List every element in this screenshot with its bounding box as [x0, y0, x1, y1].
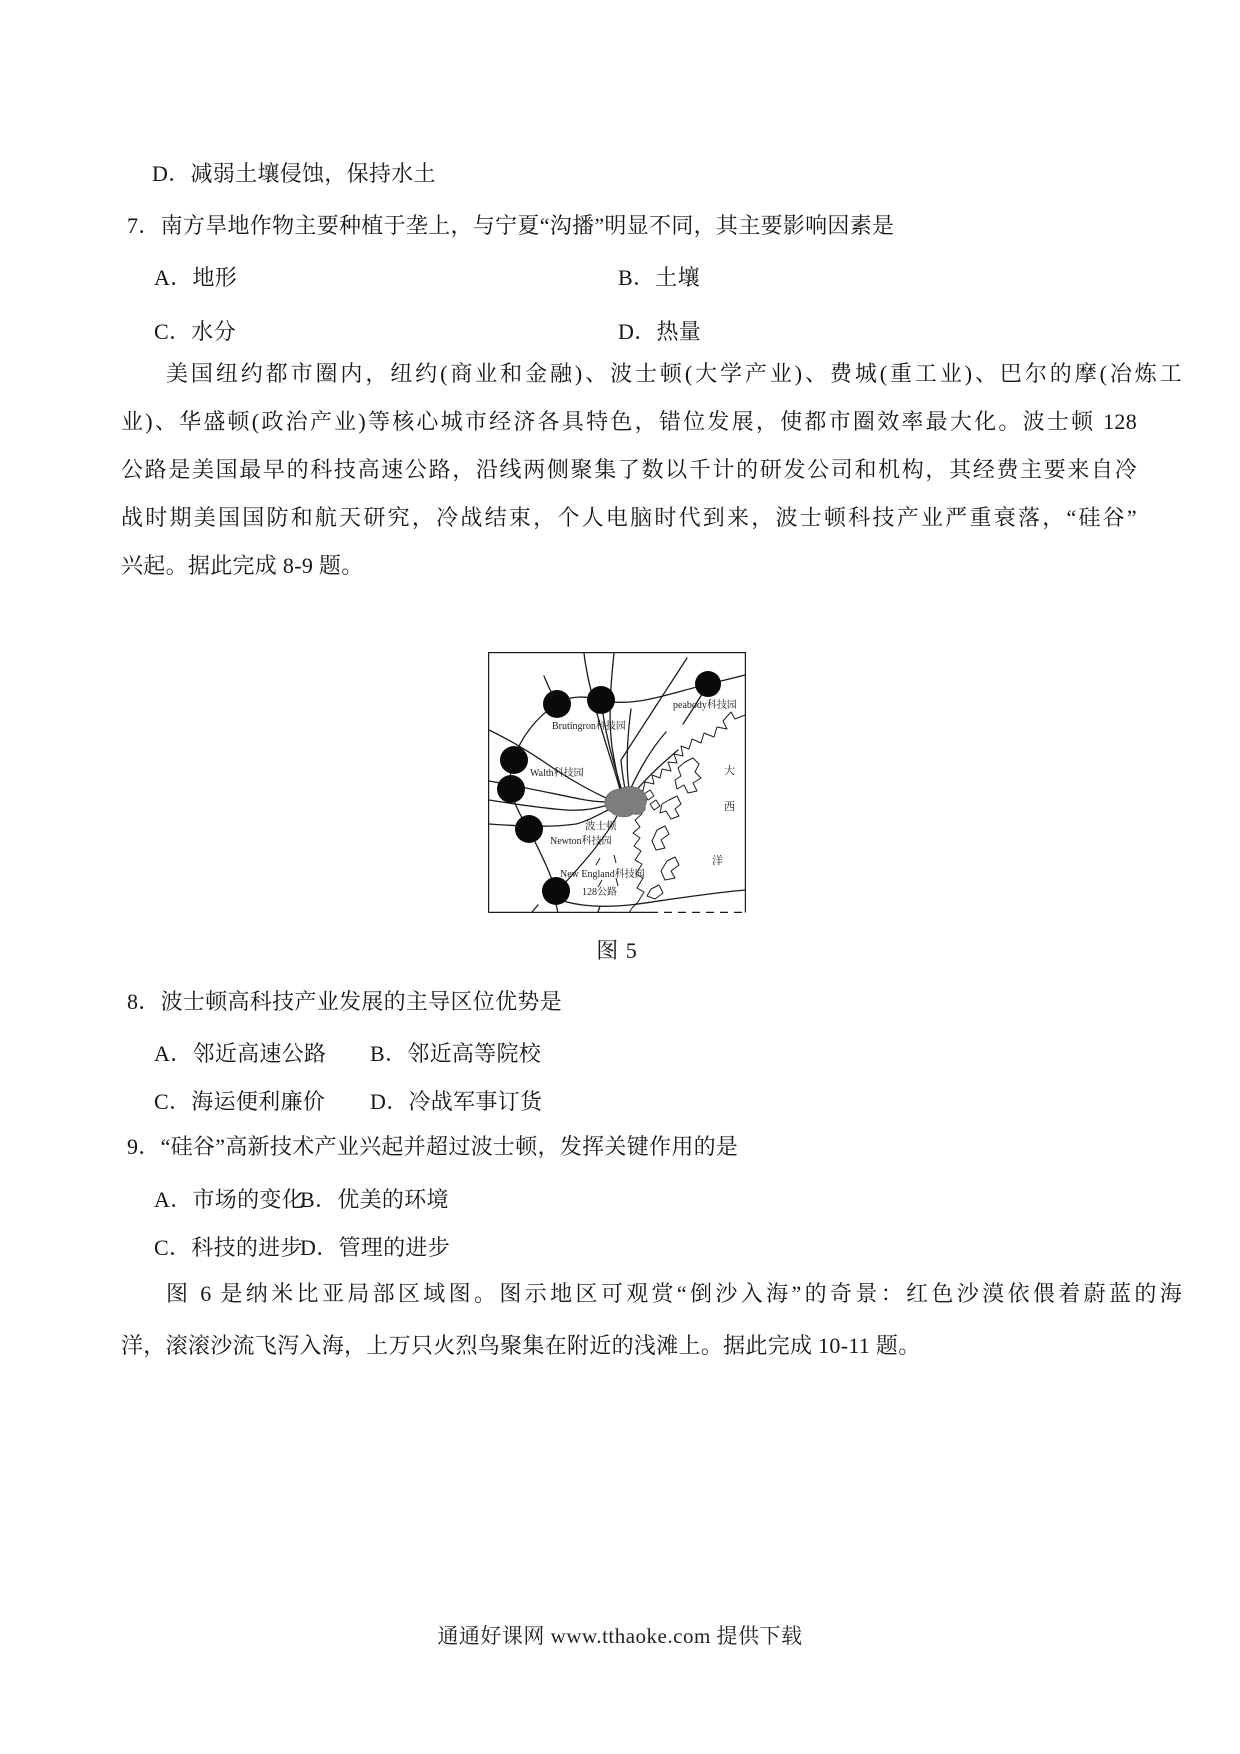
passage2-line1: 图 6 是纳米比亚局部区域图。图示地区可观赏“倒沙入海”的奇景：红色沙漠依偎着蔚蓝的海: [166, 1281, 1182, 1306]
tech-park-dot: [695, 671, 721, 697]
question7-stem: 7．南方旱地作物主要种植于垄上，与宁夏“沟播”明显不同，其主要影响因素是: [127, 213, 895, 238]
passage1-line3: 公路是美国最早的科技高速公路，沿线两侧聚集了数以千计的研发公司和机构，其经费主要来自冷: [121, 457, 1137, 482]
boston-city-area: [605, 787, 647, 817]
island-2: [660, 796, 681, 819]
label-burlington-park: Brutingron科技园: [552, 721, 626, 732]
leader-tick: [598, 880, 602, 887]
passage1-line4: 战时期美国国防和航天研究，冷战结束，个人电脑时代到来，波士顿科技产业严重衰落，“硅谷”: [121, 505, 1137, 530]
passage1-line5: 兴起。据此完成 8-9 题。: [121, 553, 364, 578]
tech-park-dot: [543, 690, 571, 718]
question7-option-d: D．热量: [618, 319, 702, 344]
island-4: [661, 857, 679, 880]
island-5: [647, 885, 663, 899]
boston-map-svg: [488, 652, 746, 913]
island-3: [652, 826, 669, 850]
question9-option-a: A．市场的变化: [154, 1187, 304, 1212]
label-new-england-park: New England科技园: [560, 869, 645, 880]
tech-park-dot: [515, 815, 543, 843]
footer-watermark: 通通好课网 www.tthaoke.com 提供下载: [437, 1624, 803, 1648]
passage2-line2: 洋，滚滚沙流飞泻入海，上万只火烈鸟聚集在附近的浅滩上。据此完成 10-11 题。: [121, 1333, 921, 1358]
tech-park-dot: [500, 746, 528, 774]
label-atlantic-char-1: 大: [724, 765, 735, 777]
label-atlantic-char-3: 洋: [712, 855, 723, 867]
road-diagonal: [621, 658, 687, 794]
leader-tick: [596, 858, 600, 865]
question8-option-b: B．邻近高等院校: [370, 1041, 542, 1066]
label-boston-city: 波士顿: [585, 821, 617, 832]
figure5-caption: 图 5: [596, 938, 638, 963]
question9-stem: 9．“硅谷”高新技术产业兴起并超过波士顿，发挥关键作用的是: [127, 1134, 739, 1159]
label-route-128: 128公路: [582, 887, 617, 898]
label-newton-park: Newton科技园: [550, 836, 612, 847]
tech-park-dot: [542, 877, 570, 905]
question7-option-b: B．土壤: [618, 265, 700, 290]
figure5-map: [488, 652, 746, 913]
question8-option-a: A．邻近高速公路: [154, 1041, 327, 1066]
island-1: [675, 758, 701, 793]
question9-option-b: B．优美的环境: [300, 1187, 449, 1212]
road-vertical-4: [627, 709, 631, 796]
tech-park-dot: [497, 775, 525, 803]
question7-option-c: C．水分: [154, 319, 236, 344]
question8-stem: 8．波士顿高科技产业发展的主导区位优势是: [127, 989, 563, 1014]
road-northeast-2: [634, 750, 678, 793]
question8-option-c: C．海运便利廉价: [154, 1089, 326, 1114]
question7-option-a: A．地形: [154, 265, 238, 290]
leader-tick: [614, 855, 616, 863]
question6-option-d: D．减弱土壤侵蚀，保持水土: [152, 161, 436, 186]
question8-option-d: D．冷战军事订货: [370, 1089, 543, 1114]
label-atlantic-char-2: 西: [724, 801, 735, 813]
passage1-line2: 业)、华盛顿(政治产业)等核心城市经济各具特色，错位发展，使都市圈效率最大化。波士顿 128: [121, 409, 1137, 434]
question9-option-c: C．科技的进步: [154, 1235, 303, 1260]
label-waltham-park: Walth科技园: [530, 768, 584, 779]
road-northeast-1: [630, 732, 666, 790]
passage1-line1: 美国纽约都市圈内，纽约(商业和金融)、波士顿(大学产业)、费城(重工业)、巴尔的摩(冶炼工: [166, 361, 1182, 386]
tech-park-dot: [587, 686, 615, 714]
label-peabody-park: peabody科技园: [673, 700, 737, 711]
question9-option-d: D．管理的进步: [300, 1235, 450, 1260]
